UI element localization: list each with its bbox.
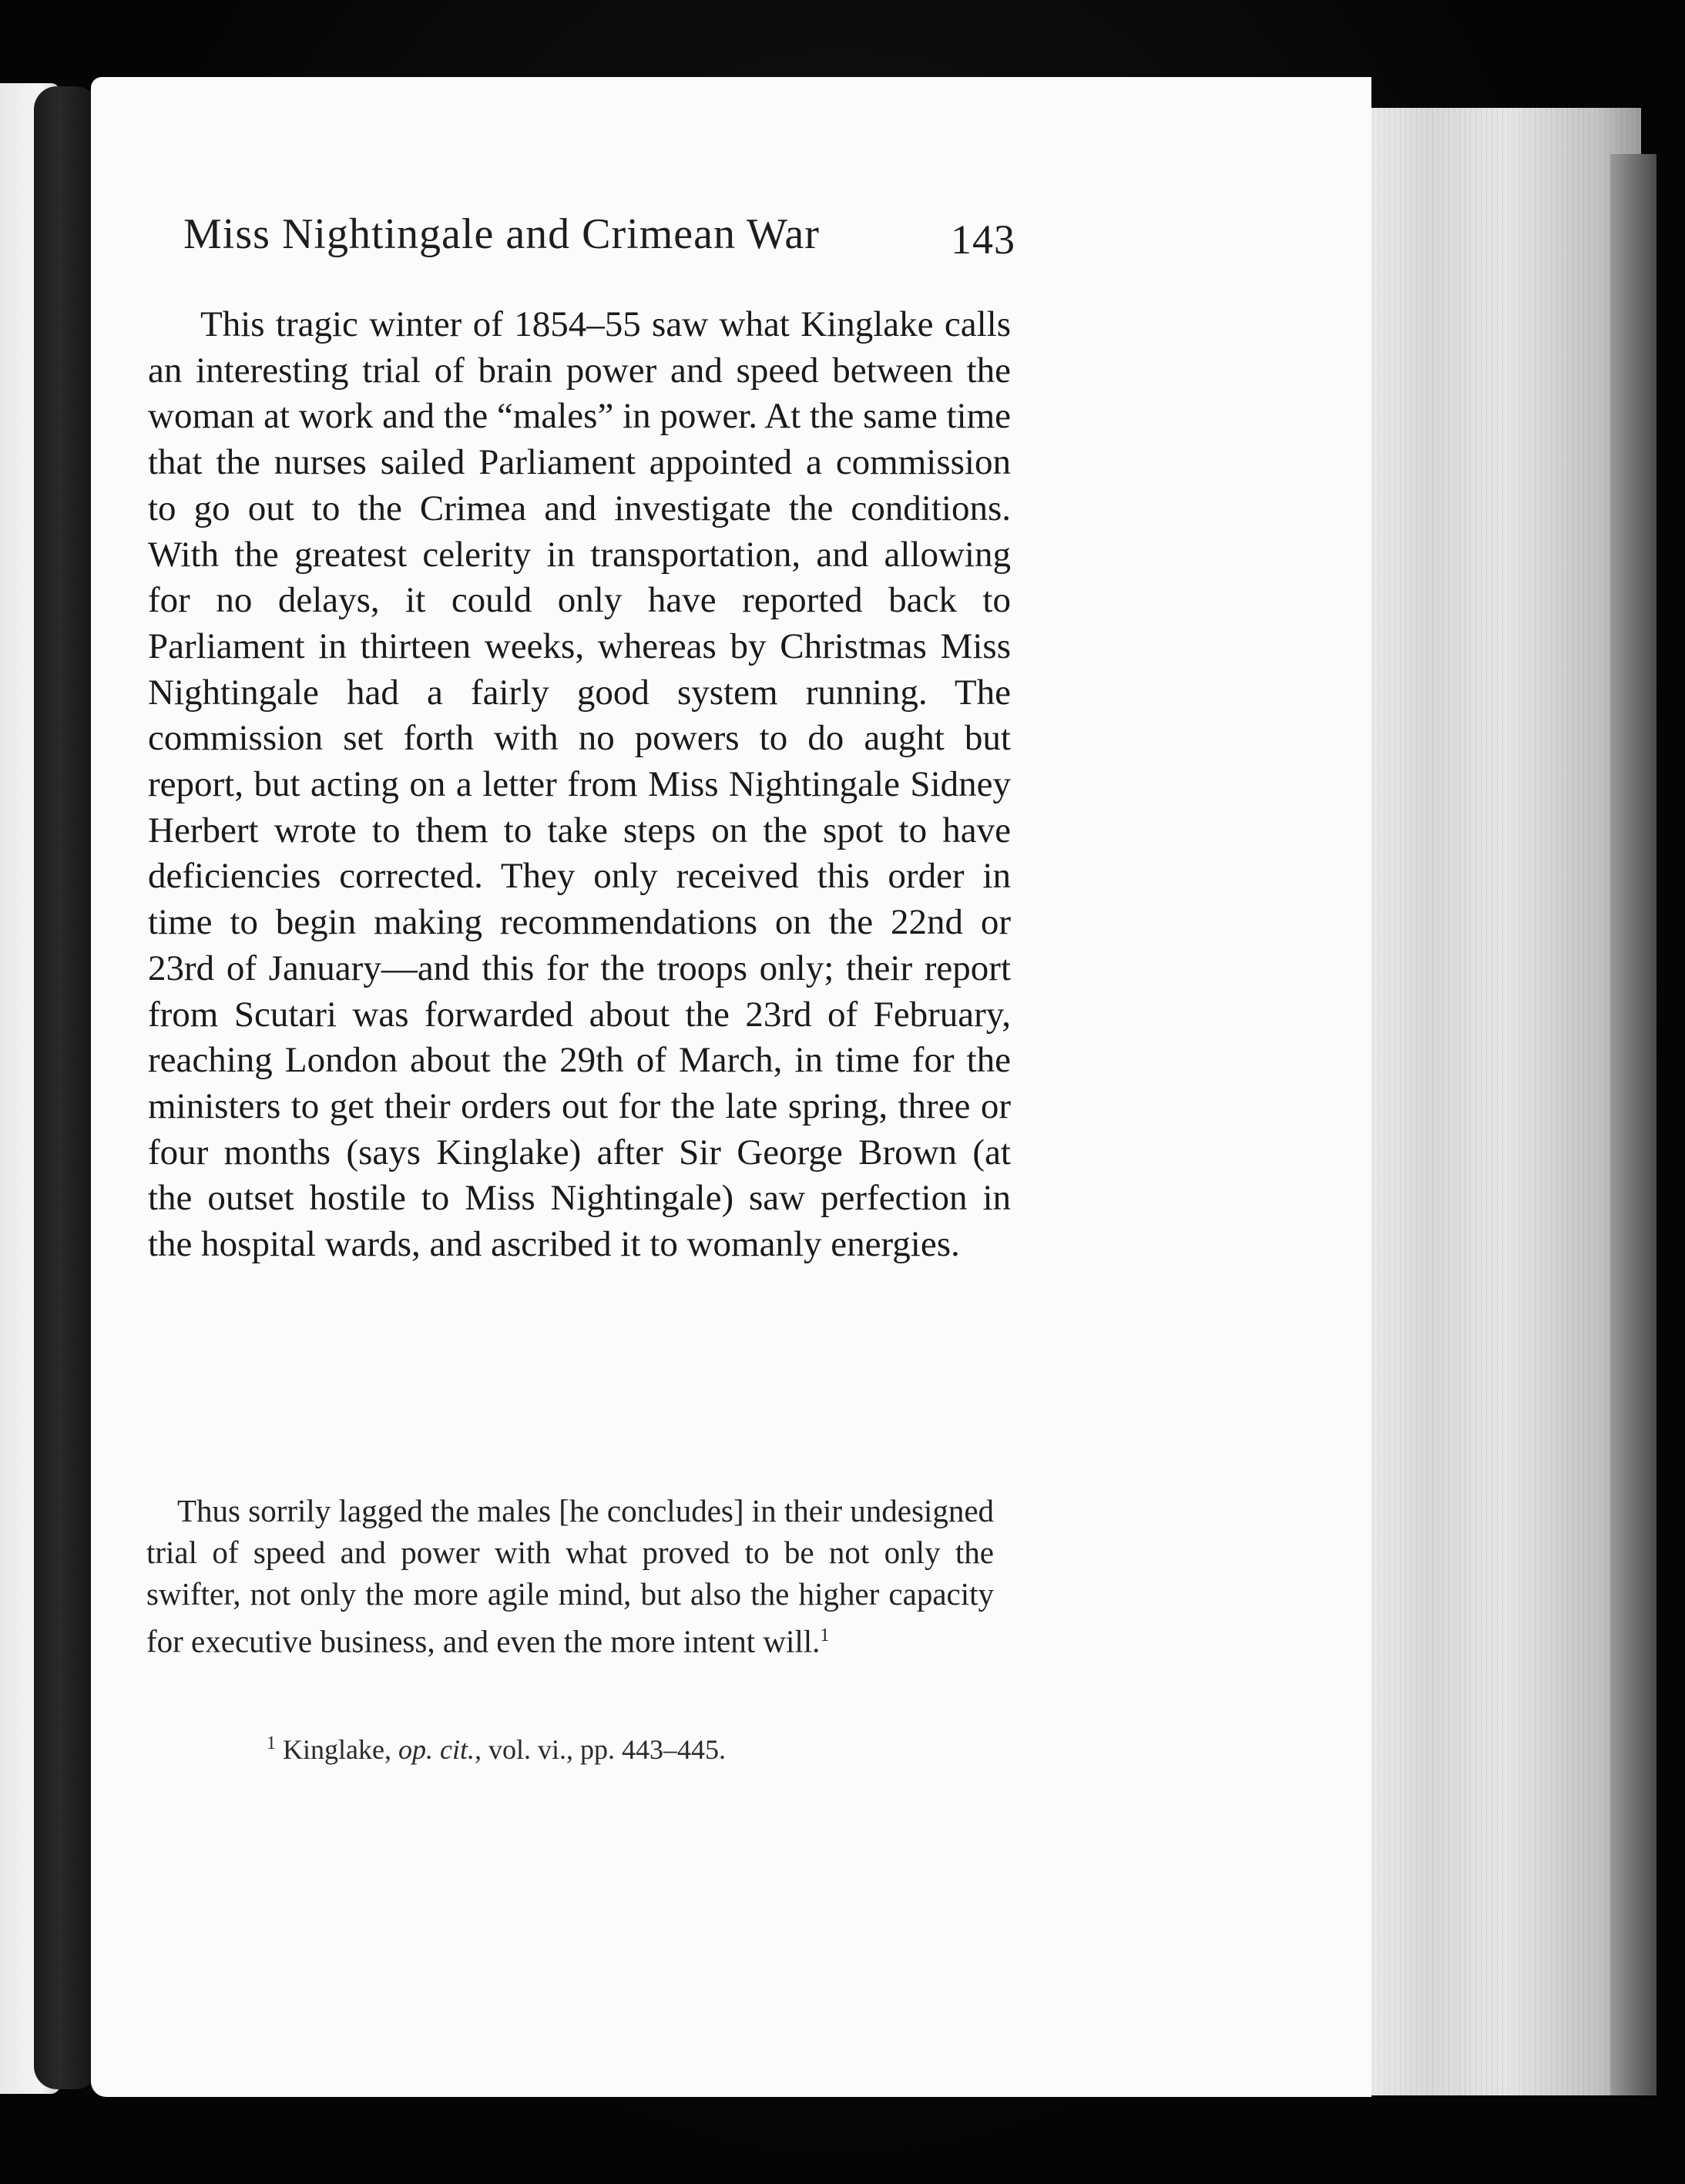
footnote-marker: 1 [267,1733,276,1753]
footnote-author: Kinglake, [283,1734,391,1765]
page-block-edge [1341,108,1641,2095]
page-block-shadow [1610,154,1656,2095]
running-header [183,210,1023,271]
footnote-work: op. cit., [398,1734,482,1765]
footnote-citation: vol. vi., pp. 443–445. [488,1734,726,1765]
book-gutter [34,86,99,2089]
footnote [267,1733,883,1766]
footnote-reference: 1 [820,1625,830,1646]
body-paragraph: This tragic winter of 1854–55 saw what Kinglake calls an interesting trial of brain power and speed between the woman at work and the “males” in power. At the same time that the nurses sailed Parliament appointed a commission to go out to the Crimea and investigate the conditions. With the greatest celerity in transportation, and allowing for no delays, it could only have reported back to Parliament in thirteen weeks, whereas by Christmas Miss Nightingale had a fairly good system running. The commission set forth with no powers to do aught but report, but acting on a letter from Miss Nightingale Sidney Herbert wrote to them to take steps on the spot to have deficiencies corrected. They only received this order in time to begin making recommendations on the 22nd or 23rd of January—and this for the troops only; their report from Scutari was forwarded about the 23rd of February, reaching London about the 29th of March, in time for the ministers to get their orders out for the late spring, three or four months (says Kinglake) after Sir George Brown (at the outset hostile to Miss Nightingale) saw perfection in the hospital wards, and ascribed it to womanly energies. [148,304,1011,1265]
page-number: 143 [951,216,1015,263]
quotation-text: Thus sorrily lagged the males [he concludes] in their undesigned trial of speed and power with what proved to be not only the swifter, not only the more agile mind, but also the higher capacity for executive business, and even the more intent will. [146,1493,995,1659]
block-quotation [146,1490,994,1662]
running-head-title: Miss Nightingale and Crimean War [183,210,820,258]
